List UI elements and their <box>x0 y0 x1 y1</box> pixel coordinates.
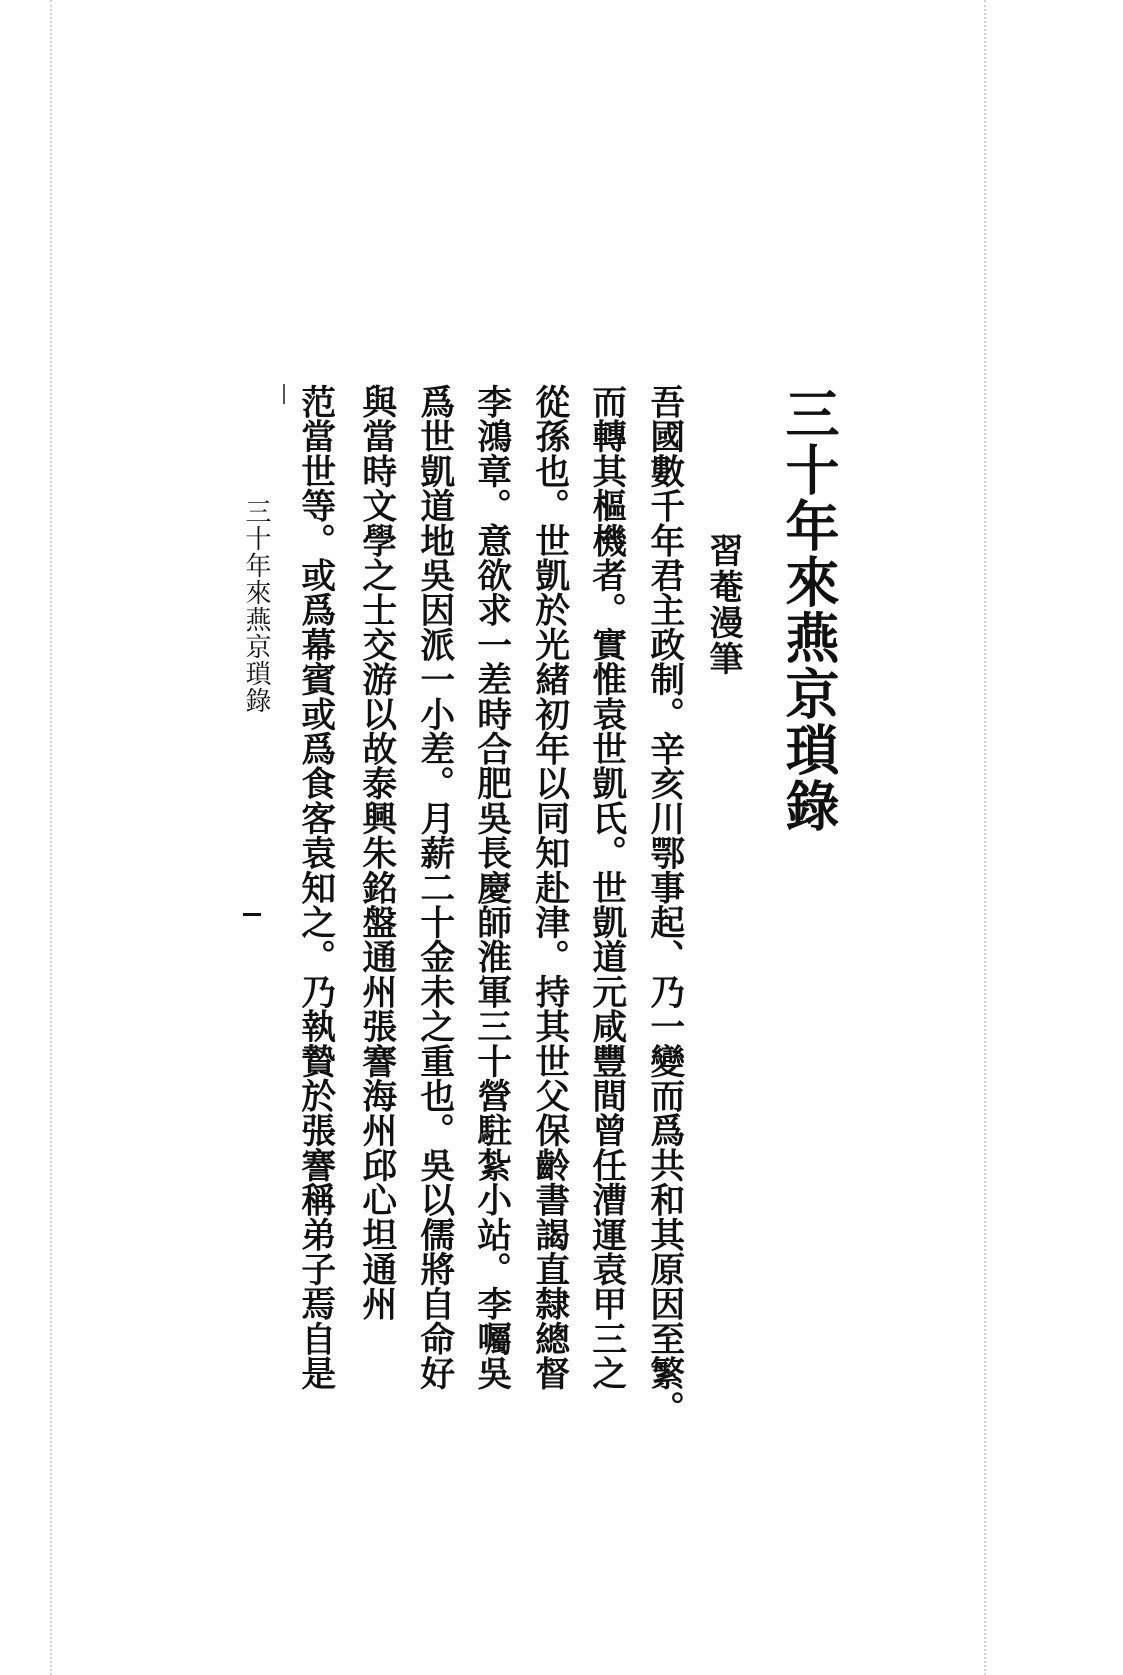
text-column-7: 范當世等。或爲幕賓或爲食客袁知之。乃執贄於張謇稱弟子焉自是 <box>294 384 336 1391</box>
page-number <box>243 913 261 916</box>
text-column-1: 吾國數千年君主政制。辛亥川鄂事起、乃一變而爲共和其原因至繁。 <box>643 384 685 1425</box>
text-column-6: 與當時文學之士交游以故泰興朱銘盤通州張謇海州邱心坦通州 <box>355 384 397 1321</box>
text-column-2: 而轉其樞機者。實惟袁世凱氏。世凱道元咸豐間曾任漕運袁甲三之 <box>585 384 627 1391</box>
author-byline: 習菴漫筆 <box>703 533 743 677</box>
column-top-mark <box>283 384 285 404</box>
chapter-title: 三十年來燕京瑣錄 <box>777 386 841 834</box>
right-page-edge <box>984 0 986 1675</box>
text-column-5: 爲世凱道地吳因派一小差。月薪二十金未之重也。吳以儒將自命好 <box>413 384 455 1391</box>
left-page-edge <box>50 0 52 1675</box>
text-column-4: 李鴻章。意欲求一差時合肥吳長慶師淮軍三十營駐紮小站。李囑吳 <box>470 384 512 1391</box>
running-title: 三十年來燕京瑣錄 <box>241 498 271 714</box>
text-column-3: 從孫也。世凱於光緒初年以同知赴津。持其世父保齡書謁直隸總督 <box>528 384 570 1391</box>
